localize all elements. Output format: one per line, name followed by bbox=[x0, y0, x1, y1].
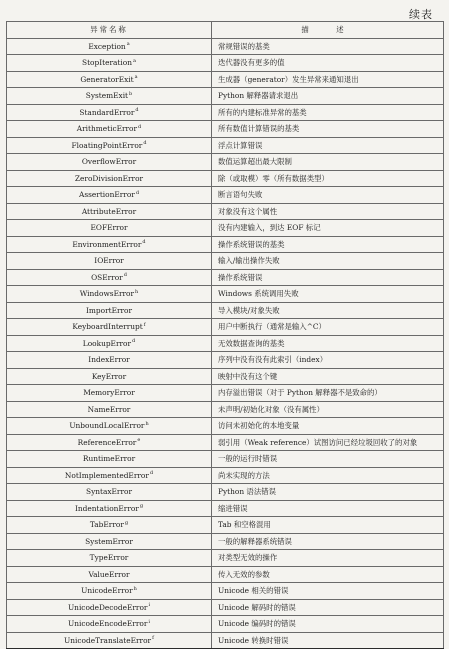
exception-name-cell bbox=[7, 253, 212, 270]
table-row bbox=[7, 38, 444, 55]
exception-name: ArithmeticError bbox=[76, 124, 138, 134]
footnote-marker: b bbox=[129, 90, 133, 97]
exception-description: 未声明/初始化对象（没有属性） bbox=[212, 401, 444, 418]
exception-name: UnicodeError bbox=[81, 586, 133, 596]
table-row bbox=[7, 137, 444, 154]
exception-description: 访问未初始化的本地变量 bbox=[212, 418, 444, 435]
footnote-marker: e bbox=[137, 437, 141, 444]
exception-description: 无效数据查询的基类 bbox=[212, 335, 444, 352]
table-row bbox=[7, 533, 444, 550]
table-row bbox=[7, 352, 444, 369]
exception-name-cell bbox=[7, 319, 212, 336]
table-row bbox=[7, 71, 444, 88]
exception-description: 导入模块/对象失败 bbox=[212, 302, 444, 319]
table-row bbox=[7, 583, 444, 600]
exception-name: UnicodeTranslateError bbox=[64, 635, 152, 645]
table-row bbox=[7, 500, 444, 517]
table-row bbox=[7, 154, 444, 171]
exception-name: UnboundLocalError bbox=[69, 421, 145, 431]
exception-description: Python 语法错误 bbox=[212, 484, 444, 501]
table-row bbox=[7, 632, 444, 649]
footnote-marker: d bbox=[123, 272, 127, 279]
exception-name-cell bbox=[7, 88, 212, 105]
exception-description: 尚未实现的方法 bbox=[212, 467, 444, 484]
footnote-marker: i bbox=[148, 618, 150, 625]
exception-name: KeyboardInterrupt bbox=[72, 322, 143, 332]
table-row bbox=[7, 484, 444, 501]
table-row bbox=[7, 253, 444, 270]
table-row bbox=[7, 236, 444, 253]
footnote-marker: h bbox=[135, 288, 139, 295]
footnote-marker: d bbox=[142, 239, 146, 246]
exception-description: Unicode 相关的错误 bbox=[212, 583, 444, 600]
exception-name: NameError bbox=[87, 404, 131, 414]
exception-description: 内存溢出错误（对于 Python 解释器不是致命的） bbox=[212, 385, 444, 402]
exception-description: 缩进错误 bbox=[212, 500, 444, 517]
table-body bbox=[7, 38, 444, 649]
exception-table bbox=[6, 21, 444, 649]
exception-name: StopIteration bbox=[82, 58, 132, 68]
exception-description: 操作系统错误 bbox=[212, 269, 444, 286]
exception-name-cell bbox=[7, 137, 212, 154]
table-row bbox=[7, 451, 444, 468]
exception-name: ValueError bbox=[88, 569, 130, 579]
exception-name-cell bbox=[7, 368, 212, 385]
exception-name: OSError bbox=[91, 272, 123, 282]
header-description: 描 述 bbox=[212, 22, 444, 39]
exception-name-cell bbox=[7, 236, 212, 253]
exception-name: SyntaxError bbox=[86, 487, 132, 497]
exception-name-cell bbox=[7, 335, 212, 352]
exception-name-cell bbox=[7, 632, 212, 649]
exception-description: Unicode 解码时的错误 bbox=[212, 599, 444, 616]
table-row bbox=[7, 269, 444, 286]
table-row bbox=[7, 385, 444, 402]
table-row bbox=[7, 170, 444, 187]
exception-name: ReferenceError bbox=[77, 437, 137, 447]
exception-name: GeneratorExit bbox=[80, 74, 134, 84]
exception-name: NotImplementedError bbox=[64, 470, 149, 480]
exception-name-cell bbox=[7, 220, 212, 237]
exception-description: 没有内建输入，到达 EOF 标记 bbox=[212, 220, 444, 237]
exception-name: LookupError bbox=[82, 338, 132, 348]
table-row bbox=[7, 203, 444, 220]
exception-name: OverflowError bbox=[81, 157, 137, 167]
footnote-marker: f bbox=[152, 635, 154, 642]
footnote-marker: a bbox=[132, 57, 136, 64]
table-row bbox=[7, 418, 444, 435]
exception-description: 序列中没有没有此索引（index） bbox=[212, 352, 444, 369]
table-row bbox=[7, 550, 444, 567]
footnote-marker: h bbox=[133, 585, 137, 592]
table-continued-caption: 续表 bbox=[409, 8, 433, 21]
exception-name-cell bbox=[7, 484, 212, 501]
exception-description: 数值运算超出最大限制 bbox=[212, 154, 444, 171]
exception-description: 所有的内建标准异常的基类 bbox=[212, 104, 444, 121]
exception-name-cell bbox=[7, 121, 212, 138]
exception-name: IndentationError bbox=[74, 503, 139, 513]
table-row bbox=[7, 220, 444, 237]
exception-name-cell bbox=[7, 467, 212, 484]
exception-name: EnvironmentError bbox=[72, 239, 142, 249]
exception-name-cell bbox=[7, 566, 212, 583]
exception-name: SystemExit bbox=[85, 91, 129, 101]
table-header bbox=[7, 22, 444, 39]
exception-name-cell bbox=[7, 401, 212, 418]
footnote-marker: d bbox=[135, 189, 140, 196]
exception-description: 映射中没有这个键 bbox=[212, 368, 444, 385]
exception-description: 弱引用（Weak reference）试图访问已经垃圾回收了的对象 bbox=[212, 434, 444, 451]
exception-name-cell bbox=[7, 187, 212, 204]
exception-name: ZeroDivisionError bbox=[74, 173, 144, 183]
exception-name-cell bbox=[7, 352, 212, 369]
footnote-marker: f bbox=[143, 321, 146, 328]
exception-description: Python 解释器请求退出 bbox=[212, 88, 444, 105]
table-row bbox=[7, 302, 444, 319]
exception-description: 操作系统错误的基类 bbox=[212, 236, 444, 253]
exception-name: WindowsError bbox=[79, 289, 135, 299]
table-row bbox=[7, 434, 444, 451]
exception-name: MemoryError bbox=[83, 388, 135, 398]
exception-name: UnicodeEncodeError bbox=[68, 619, 148, 629]
exception-name: SystemError bbox=[85, 536, 133, 546]
footnote-marker: d bbox=[135, 107, 139, 114]
exception-name: TypeError bbox=[89, 553, 129, 563]
exception-description: 对类型无效的操作 bbox=[212, 550, 444, 567]
exception-description: 用户中断执行（通常是输入^C） bbox=[212, 319, 444, 336]
exception-name: RuntimeError bbox=[82, 454, 136, 464]
exception-description: Tab 和空格混用 bbox=[212, 517, 444, 534]
exception-name-cell bbox=[7, 385, 212, 402]
exception-description: Windows 系统调用失败 bbox=[212, 286, 444, 303]
table-row bbox=[7, 104, 444, 121]
exception-name-cell bbox=[7, 599, 212, 616]
exception-description: 传入无效的参数 bbox=[212, 566, 444, 583]
table-row bbox=[7, 566, 444, 583]
table-row bbox=[7, 121, 444, 138]
footnote-marker: d bbox=[143, 140, 147, 147]
exception-description: 除（或取模）零（所有数据类型） bbox=[212, 170, 444, 187]
footnote-marker: g bbox=[139, 503, 144, 510]
footnote-marker: d bbox=[132, 338, 136, 345]
exception-name: UnicodeDecodeError bbox=[67, 602, 148, 612]
exception-name-cell bbox=[7, 533, 212, 550]
table-row bbox=[7, 286, 444, 303]
exception-name: StandardError bbox=[79, 107, 135, 117]
exception-name: ImportError bbox=[85, 305, 133, 315]
exception-name-cell bbox=[7, 500, 212, 517]
exception-name-cell bbox=[7, 104, 212, 121]
header-row bbox=[7, 22, 444, 39]
exception-name-cell bbox=[7, 154, 212, 171]
exception-description: 断言语句失败 bbox=[212, 187, 444, 204]
exception-description: 一般的运行时错误 bbox=[212, 451, 444, 468]
footnote-marker: g bbox=[124, 519, 129, 526]
exception-name-cell bbox=[7, 302, 212, 319]
exception-name-cell bbox=[7, 434, 212, 451]
exception-name: Exception bbox=[88, 41, 126, 51]
exception-name: IndexError bbox=[88, 355, 130, 365]
exception-name-cell bbox=[7, 418, 212, 435]
exception-name: IOError bbox=[94, 256, 124, 266]
exception-name-cell bbox=[7, 583, 212, 600]
table-row bbox=[7, 335, 444, 352]
exception-name-cell bbox=[7, 451, 212, 468]
table-row bbox=[7, 467, 444, 484]
footnote-marker: d bbox=[149, 470, 154, 477]
table-row bbox=[7, 55, 444, 72]
exception-description: 输入/输出操作失败 bbox=[212, 253, 444, 270]
exception-description: Unicode 转换时错误 bbox=[212, 632, 444, 649]
exception-name-cell bbox=[7, 286, 212, 303]
exception-description: 常规错误的基类 bbox=[212, 38, 444, 55]
header-exception-name: 异常名称 bbox=[7, 22, 212, 39]
exception-name: EOFError bbox=[90, 223, 128, 233]
exception-name: KeyError bbox=[91, 371, 127, 381]
exception-description: 对象没有这个属性 bbox=[212, 203, 444, 220]
footnote-marker: a bbox=[126, 41, 130, 48]
exception-name-cell bbox=[7, 269, 212, 286]
exception-name-cell bbox=[7, 170, 212, 187]
exception-name: AttributeError bbox=[81, 206, 137, 216]
table-row bbox=[7, 187, 444, 204]
exception-description: 浮点计算错误 bbox=[212, 137, 444, 154]
exception-name-cell bbox=[7, 203, 212, 220]
footnote-marker: i bbox=[148, 602, 151, 609]
exception-name: AssertionError bbox=[78, 190, 135, 200]
exception-name-cell bbox=[7, 38, 212, 55]
exception-name-cell bbox=[7, 55, 212, 72]
table-row bbox=[7, 599, 444, 616]
exception-name-cell bbox=[7, 71, 212, 88]
exception-description: 生成器（generator）发生异常来通知退出 bbox=[212, 71, 444, 88]
footnote-marker: h bbox=[145, 420, 149, 427]
footnote-marker: d bbox=[138, 123, 142, 130]
exception-name: TabError bbox=[89, 520, 124, 530]
exception-description: 所有数值计算错误的基类 bbox=[212, 121, 444, 138]
exception-description: 迭代器没有更多的值 bbox=[212, 55, 444, 72]
exception-description: 一般的解释器系统错误 bbox=[212, 533, 444, 550]
footnote-marker: a bbox=[134, 74, 138, 81]
exception-description: Unicode 编码时的错误 bbox=[212, 616, 444, 633]
table-row bbox=[7, 368, 444, 385]
exception-name: FloatingPointError bbox=[71, 140, 143, 150]
exception-name-cell bbox=[7, 517, 212, 534]
table-row bbox=[7, 401, 444, 418]
table-row bbox=[7, 319, 444, 336]
exception-name-cell bbox=[7, 550, 212, 567]
table-row bbox=[7, 517, 444, 534]
table-row bbox=[7, 88, 444, 105]
